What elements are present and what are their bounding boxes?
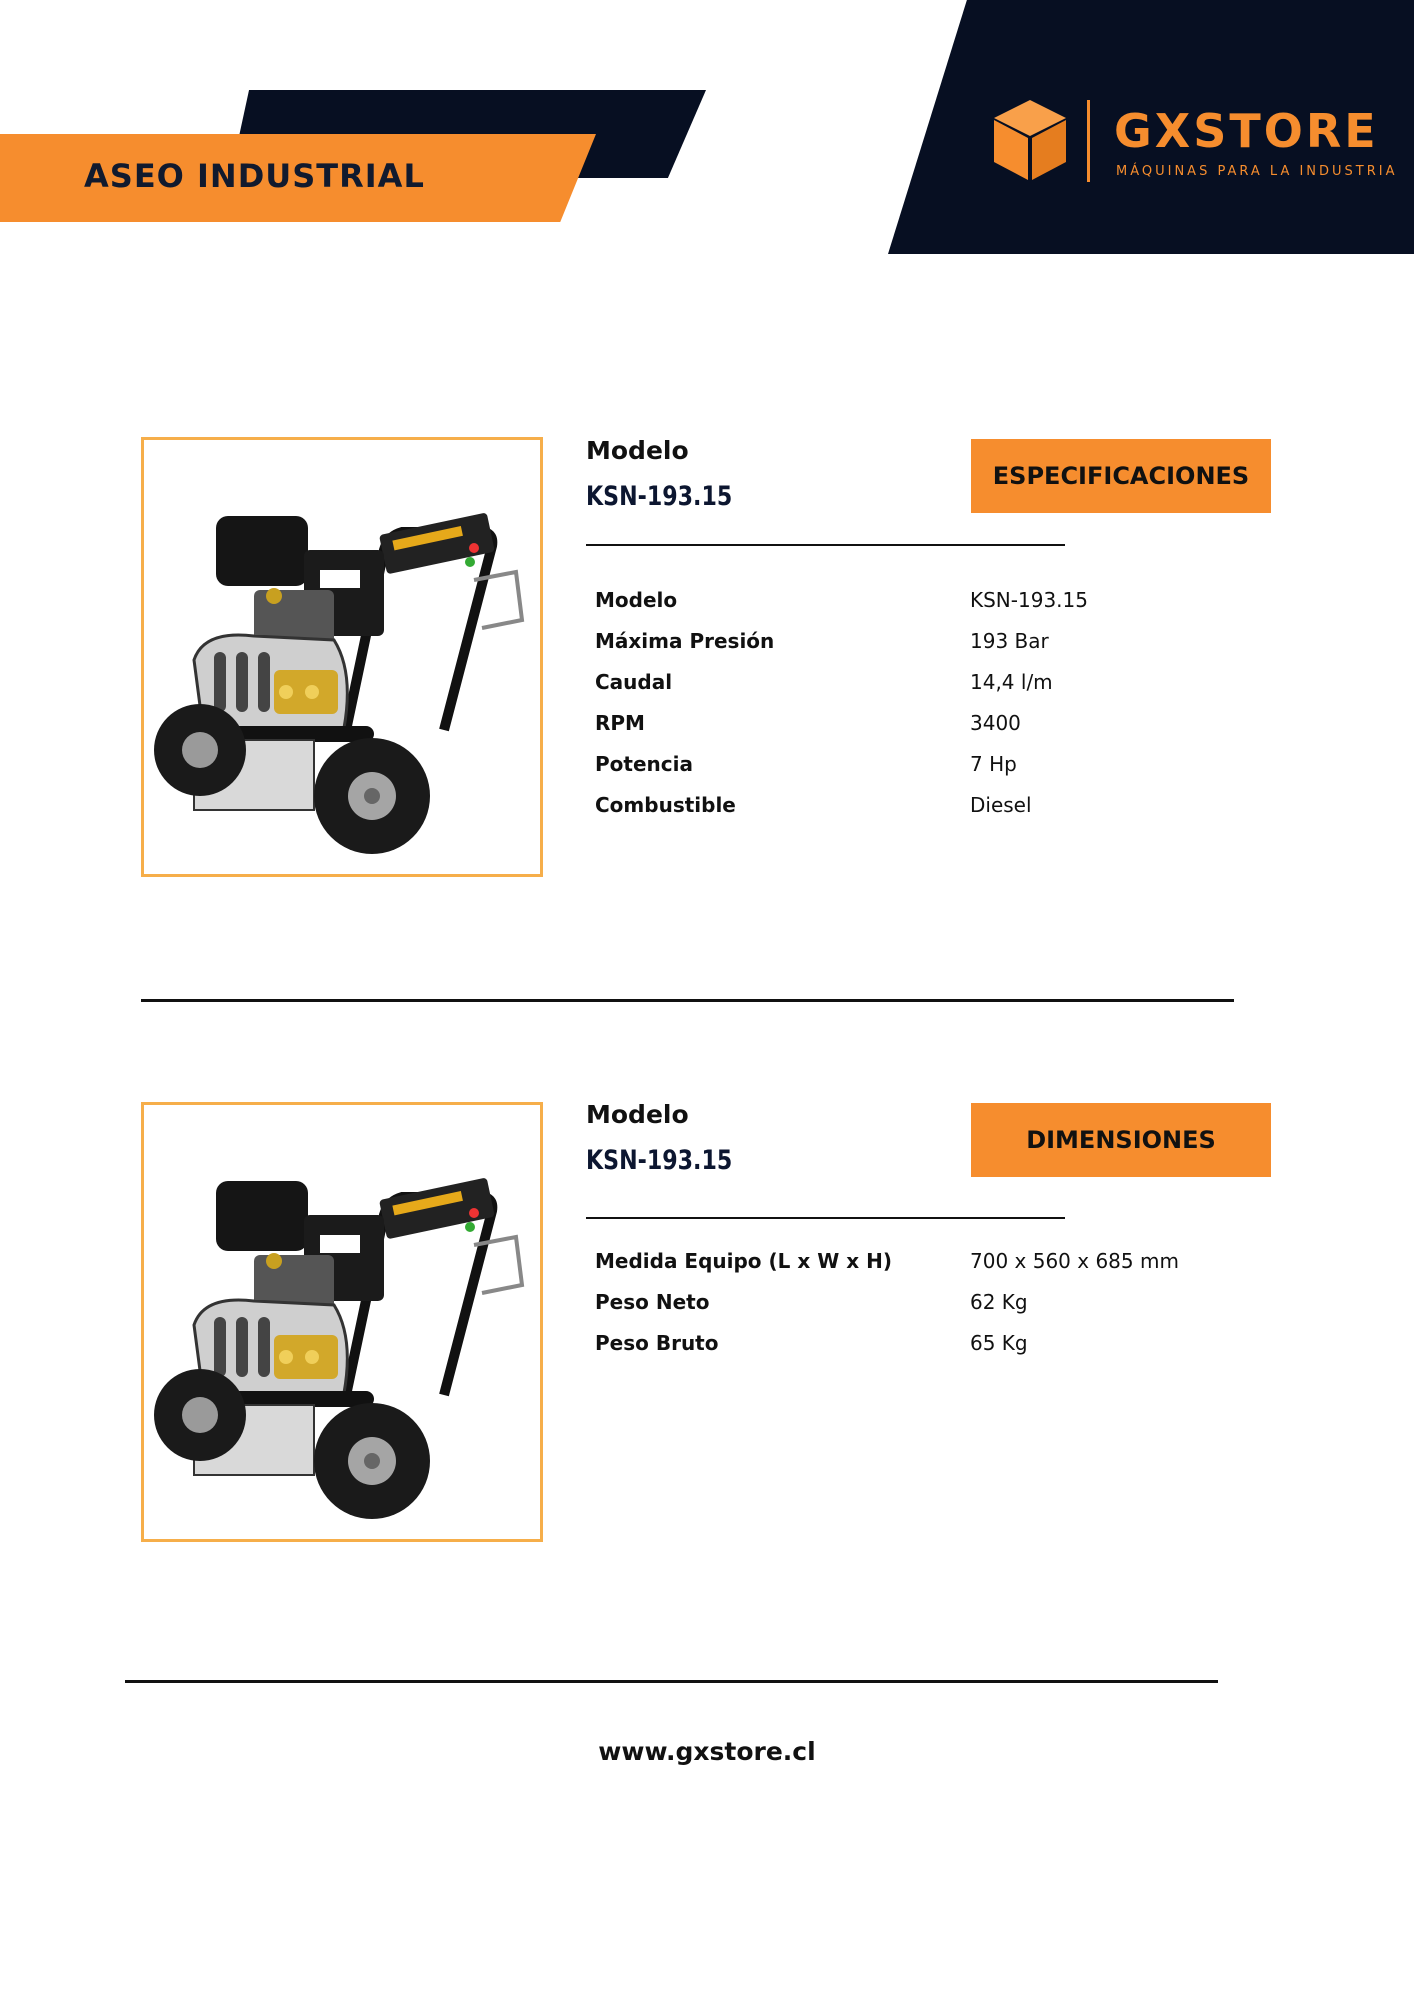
spec-value: Diesel: [970, 793, 1032, 817]
model-value: KSN-193.15: [586, 481, 733, 512]
logo-divider: [1087, 100, 1090, 182]
spec-value: 62 Kg: [970, 1290, 1028, 1314]
model-value: KSN-193.15: [586, 1145, 733, 1176]
spec-label: Peso Bruto: [595, 1331, 719, 1355]
spec-label: Combustible: [595, 793, 736, 817]
spec-label: Medida Equipo (L x W x H): [595, 1249, 892, 1273]
website-link[interactable]: www.gxstore.cl: [598, 1737, 816, 1766]
section-divider: [141, 999, 1234, 1002]
spec-value: 700 x 560 x 685 mm: [970, 1249, 1179, 1273]
specifications-badge: ESPECIFICACIONES: [971, 439, 1271, 513]
spec-label: Potencia: [595, 752, 693, 776]
product-photo-frame: [141, 1102, 543, 1542]
spec-label: Modelo: [595, 588, 678, 612]
model-divider: [586, 544, 1065, 546]
spec-value: 3400: [970, 711, 1021, 735]
spec-value: 7 Hp: [970, 752, 1017, 776]
cube-logo-icon: [992, 98, 1068, 182]
dimensions-badge: DIMENSIONES: [971, 1103, 1271, 1177]
spec-value: 65 Kg: [970, 1331, 1028, 1355]
model-label: Modelo: [586, 1100, 689, 1129]
category-title: ASEO INDUSTRIAL: [84, 157, 425, 195]
pressure-washer-icon: [144, 1105, 540, 1539]
brand-tagline: MÁQUINAS PARA LA INDUSTRIA: [1116, 164, 1398, 179]
model-divider: [586, 1217, 1065, 1219]
spec-label: Peso Neto: [595, 1290, 710, 1314]
product-photo-frame: [141, 437, 543, 877]
pressure-washer-icon: [144, 440, 540, 874]
spec-label: Máxima Presión: [595, 629, 775, 653]
model-label: Modelo: [586, 436, 689, 465]
brand-name: GXSTORE: [1114, 104, 1379, 158]
spec-value: 14,4 l/m: [970, 670, 1053, 694]
spec-value: KSN-193.15: [970, 588, 1088, 612]
spec-value: 193 Bar: [970, 629, 1049, 653]
spec-label: RPM: [595, 711, 645, 735]
spec-label: Caudal: [595, 670, 673, 694]
footer-divider: [125, 1680, 1218, 1683]
